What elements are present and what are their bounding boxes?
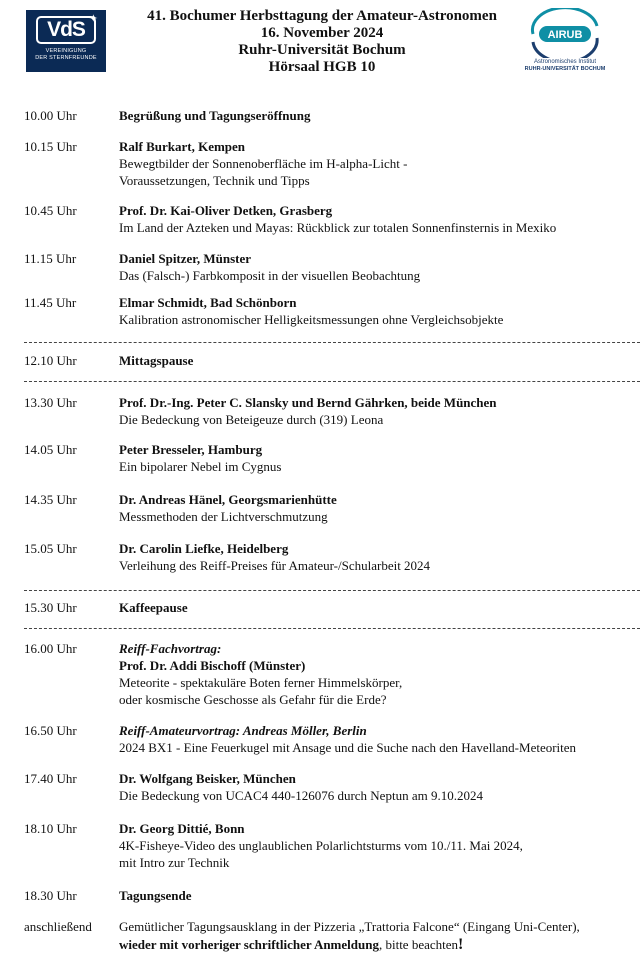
row-time: 18.30 Uhr [24,888,77,903]
divider [24,590,640,591]
title-line-3: Ruhr-Universität Bochum [238,42,406,58]
row-time: 15.30 Uhr [24,600,77,615]
row-label: Reiff-Fachvortrag: [119,641,222,656]
row-speaker: Ralf Burkart, Kempen [119,139,246,154]
row-time: 17.40 Uhr [24,771,77,786]
row-time: 16.00 Uhr [24,641,77,656]
row-time: 14.35 Uhr [24,492,77,507]
row-time: 16.50 Uhr [24,723,77,738]
airub-logo-text: AIRUB [547,29,583,41]
divider [24,342,640,343]
row-time: 14.05 Uhr [24,442,77,457]
row-speaker: Dr. Georg Dittié, Bonn [119,821,245,836]
row-time: 11.15 Uhr [24,251,77,266]
airub-emblem-icon [525,8,605,58]
row-time: 10.45 Uhr [24,203,77,218]
row-talk: Die Bedeckung von Beteigeuze durch (319) Leona [119,412,384,427]
row-talk: Das (Falsch-) Farbkomposit in der visuellen Beobachtung [119,268,421,283]
row-speaker: Daniel Spitzer, Münster [119,251,252,266]
closing-line-2 [119,936,644,954]
airub-logo [520,8,610,80]
vds-logo-sub2: DER STERNFREUNDE [35,55,97,61]
row-time: 10.15 Uhr [24,139,77,154]
row-speaker: Peter Bresseler, Hamburg [119,442,263,457]
row-title: Mittagspause [119,353,194,368]
title-line-4: Hörsaal HGB 10 [268,59,376,75]
closing-line-1: Gemütlicher Tagungsausklang in der Pizzeria „Trattoria Falcone“ (Eingang Uni-Center), [119,919,580,934]
vds-logo-sub1: VEREINIGUNG [45,48,87,54]
row-title: Begrüßung und Tagungseröffnung [119,108,311,123]
closing-emphasis: wieder mit vorheriger schriftlicher Anmeldung [119,937,379,952]
row-speaker: Prof. Dr.-Ing. Peter C. Slansky und Bernd Gährken, beide München [119,395,497,410]
row-talk: Ein bipolarer Nebel im Cygnus [119,459,282,474]
row-time: 13.30 Uhr [24,395,77,410]
row-speaker: Prof. Dr. Addi Bischoff (Münster) [119,658,306,673]
row-talk: Voraussetzungen, Technik und Tipps [119,173,310,188]
row-time: 12.10 Uhr [24,353,77,368]
row-time: 15.05 Uhr [24,541,77,556]
divider [24,381,640,382]
row-talk: Die Bedeckung von UCAC4 440-126076 durch Neptun am 9.10.2024 [119,788,483,803]
row-talk: mit Intro zur Technik [119,855,230,870]
page-title [112,8,532,76]
row-talk: Verleihung des Reiff-Preises für Amateur-/Schularbeit 2024 [119,558,431,573]
airub-sub1: Astronomisches Institut [533,59,597,65]
vds-logo-subtitle [26,48,106,62]
row-speaker: Prof. Dr. Kai-Oliver Detken, Grasberg [119,203,333,218]
row-talk: Messmethoden der Lichtverschmutzung [119,509,328,524]
row-speaker: Dr. Andreas Hänel, Georgsmarienhütte [119,492,337,507]
row-talk: Kalibration astronomischer Helligkeitsmessungen ohne Vergleichsobjekte [119,312,504,327]
header [0,0,644,90]
row-talk: Meteorite - spektakuläre Boten ferner Himmelskörper, [119,675,403,690]
star-icon: ✦ [88,12,98,25]
row-talk: Im Land der Azteken und Mayas: Rückblick zur totalen Sonnenfinsternis in Mexiko [119,220,557,235]
vds-logo-text: VdS [36,16,96,44]
row-speaker: Dr. Wolfgang Beisker, München [119,771,296,786]
row-time: 18.10 Uhr [24,821,77,836]
row-title: Tagungsende [119,888,192,903]
row-time: 10.00 Uhr [24,108,77,123]
closing-text [119,918,644,954]
vds-logo [26,10,106,72]
row-time: 11.45 Uhr [24,295,77,310]
row-speaker: Dr. Carolin Liefke, Heidelberg [119,541,289,556]
closing-time: anschließend [24,919,92,934]
closing-rest: , bitte beachten [378,937,459,952]
row-talk: 4K-Fisheye-Video des unglaublichen Polarlichtsturms vom 10./11. Mai 2024, [119,838,523,853]
title-line-1: 41. Bochumer Herbsttagung der Amateur-Astronomen [147,8,497,24]
row-talk: Bewegtbilder der Sonnenoberfläche im H-alpha-Licht - [119,156,408,171]
title-line-2: 16. November 2024 [260,25,384,41]
row-label: Reiff-Amateurvortrag: Andreas Möller, Berlin [119,723,367,738]
row-speaker: Elmar Schmidt, Bad Schönborn [119,295,297,310]
row-talk: oder kosmische Geschosse als Gefahr für die Erde? [119,692,387,707]
closing-exclamation: ! [458,936,464,953]
row-talk: 2024 BX1 - Eine Feuerkugel mit Ansage und die Suche nach den Havelland-Meteoriten [119,740,577,755]
airub-sub2: RUHR-UNIVERSITÄT BOCHUM [524,66,606,72]
row-title: Kaffeepause [119,600,188,615]
divider [24,628,640,629]
